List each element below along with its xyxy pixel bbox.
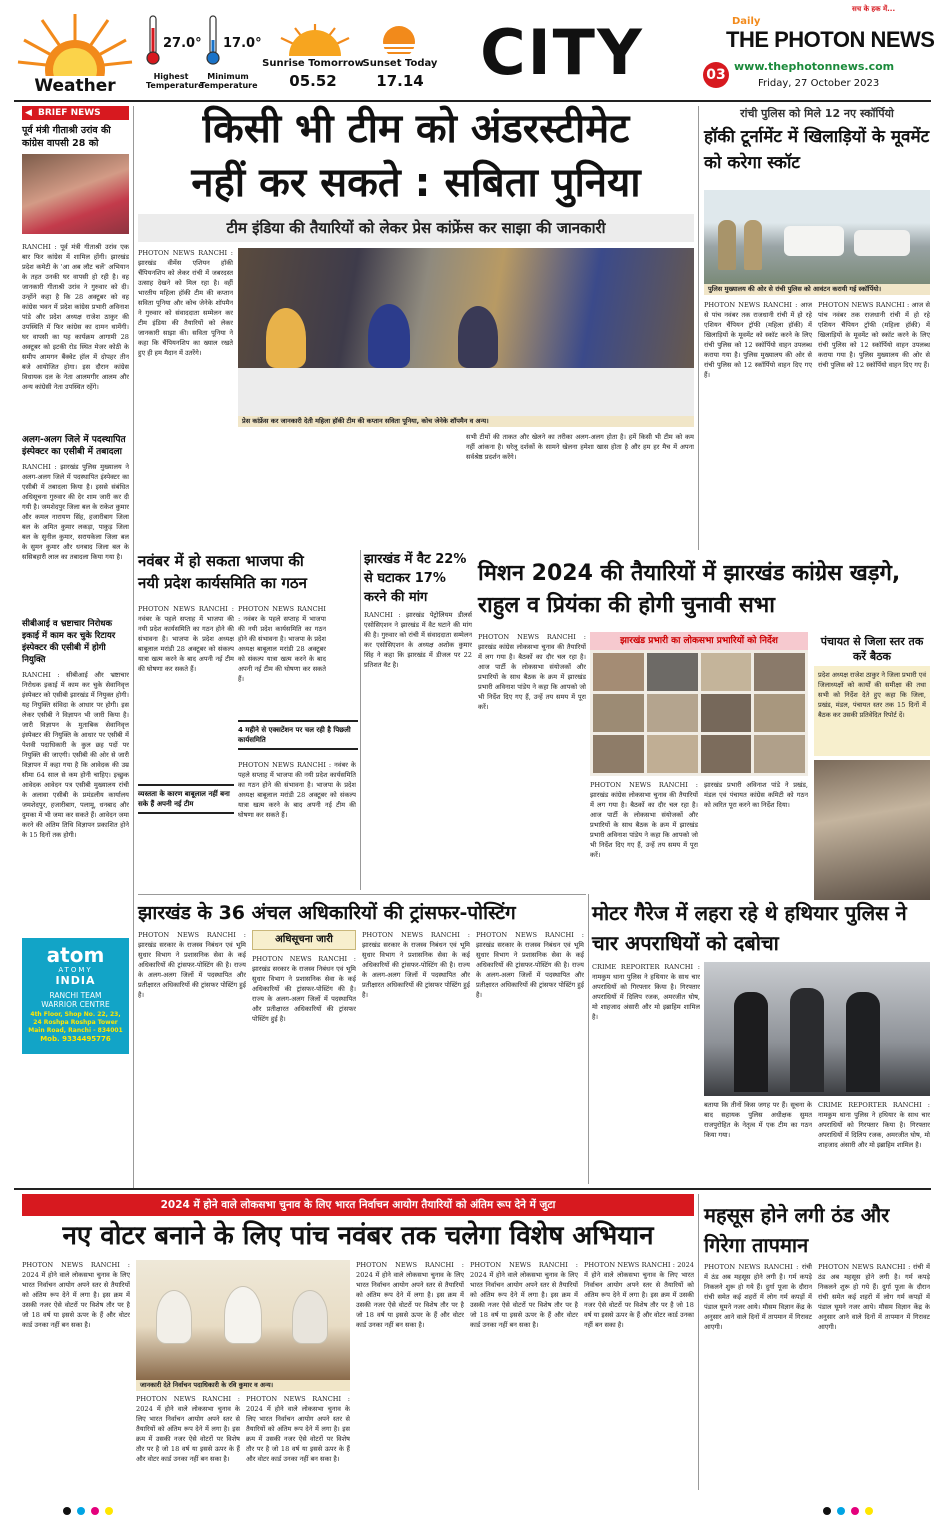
masthead-divider: [14, 100, 931, 102]
sidebar-body-col2: PHOTON NEWS RANCHI : आज से पांच नवंबर तक राजधानी रांची में हो रहे एशियन चैंपियन ट्रॉफी (महिला हॉकी) में खिलाड़ियों के मूवमेंट को स्कॉट करने के लिए रांची पुलिस को 12 स्कॉर्पियो वाहन उपलब्ध कराया गया है। पुलिस मुख्यालय की ओर से रांची पुलिस को 12 स्कॉर्पियो वाहन दिए गए हैं।: [818, 301, 930, 369]
story2-headline: नवंबर में हो सकता भाजपा की नयी प्रदेश कार्यसमिति का गठन: [138, 552, 307, 592]
page-number: 03: [706, 67, 726, 83]
column-divider: [698, 106, 699, 550]
sidebar-body: PHOTON NEWS RANCHI : आज से पांच नवंबर तक राजधानी रांची में हो रहे एशियन चैंपियन ट्रॉफी (महिला हॉकी) में खिलाड़ियों के मूवमेंट को स्कॉट करने के लिए रांची पुलिस को 12 स्कॉर्पियो वाहन उपलब्ध कराया गया है। पुलिस मुख्यालय की ओर से रांची पुलिस को 12 स्कॉर्पियो वाहन दिए गए हैं।: [704, 301, 812, 379]
story2-body-col3: PHOTON NEWS RANCHI : नवंबर के पहले सप्ताह में भाजपा की नयी प्रदेश कार्यसमिति का गठन होने की संभावना है। भाजपा के प्रदेश अध्यक्ष बाबूलाल मरांडी 28 अक्टूबर को संकल्प यात्रा खत्म करने के बाद अपनी नई टीम की घोषणा कर सकते हैं।: [238, 761, 356, 819]
sunrise-label: Sunrise Tomorrow: [262, 58, 364, 69]
sidebar-photo: [704, 190, 930, 284]
lead-photo: [238, 248, 694, 416]
paper-daily: Daily: [732, 16, 761, 27]
story9-body: PHOTON NEWS RANCHI : रांची में ठंड अब महसूस होने लगी है। गर्म कपड़े निकलने शुरू हो गये हैं। दुर्गा पूजा के दौरान रांची समेत कई शहरों में लोग गर्म कपड़ों में पंडाल घूमने नजर आये। मौसम विज्ञान केंद्र के अनुसार आने वाले दिनों में तापमान में गिरावट आएगी।: [704, 1263, 812, 1331]
story8-headline: नए वोटर बनाने के लिए पांच नवंबर तक चलेगा विशेष अभियान: [62, 1221, 654, 1251]
story7-caption: बताया कि तीनों किस जगह पर हैं। सूचना के बाद सहायक पुलिस अधीक्षक सुमत राजपुरोहित के नेतृत्व में एक टीम का गठन किया गया।: [704, 1101, 812, 1139]
brief-item1-headline: पूर्व मंत्री गीताश्री उरांव की कांग्रेस वापसी 28 को: [22, 125, 111, 149]
story8-body-col4: PHOTON NEWS RANCHI : 2024 में होने वाले लोकसभा चुनाव के लिए भारत निर्वाचन आयोग अपने स्तर से तैयारियों को अंतिम रूप देने में लगा है। इस क्रम में उसकी नजर ऐसे वोटरों पर विशेष तौर पर है जो 18 वर्ष या इससे ऊपर के हैं और वोटर कार्ड उनका नहीं बन सका है।: [356, 1261, 464, 1329]
lead-body-left: PHOTON NEWS RANCHI : झारखंड वीमेंस एशियन हॉकी चैंपियनशिप को लेकर रांची में जबरदस्त उत्साह देखने को मिल रहा है। वहीं भारतीय महिला हॉकी टीम की कप्तान सविता पूनिया और कोच जेनेके शॉपमैन ने गुरुवार को संवाददाता सम्मेलन कर टीम इंडिया की तैयारियों को लेकर जानकारी साझा की। सविता पूनिया ने कहा कि चैंपियनशिप का ख्याल रखते हुए ही हम मैदान में उतरेंगे।: [138, 249, 233, 357]
registration-dot: [91, 1507, 99, 1515]
story7-body-col3: CRIME REPORTER RANCHI : नामकुम थाना पुलिस ने हथियार के साथ चार अपराधियों को गिरफ्तार किया है। गिरफ्तार अपराधियों में दिलिप रजक, अमरजीत घोष, मो शाहजाद अंसारी और मो इब्राहिम शामिल है।: [818, 1101, 930, 1149]
lead-body-right: सभी टीमों की ताकत और खेलने का तरीका अलग-अलग होता है। हमें किसी भी टीम को कम नहीं आंकना है। घरेलू दर्शकों के सामने खेलना हमेशा खास होता है और हम हर मैच में अपना सर्वश्रेष्ठ प्रदर्शन करेंगे।: [466, 433, 694, 461]
story5-body: प्रदेश अध्यक्ष राजेश ठाकुर ने जिला प्रभारी एवं जिलाध्यक्षों को कार्यों की समीक्षा की तथा सभी को निर्देश देते हुए कहा कि जिला, प्रखंड, मंडल, पंचायत स्तर तक 15 दिनों में बैठक कर उसकी प्रतिवेदित रिपोर्ट दें।: [814, 666, 930, 756]
story7-photo: [704, 962, 930, 1096]
lead-photo-caption: प्रेस कांफ्रेंस कर जानकारी देती महिला हॉकी टीम की कप्तान सविता पूनिया, कोच जेनेके शॉपमैन व अन्य।: [238, 416, 694, 427]
highest-temp-label: Highest Temperature: [146, 72, 204, 90]
story2-body: PHOTON NEWS RANCHI : नवंबर के पहले सप्ताह में भाजपा की नयी प्रदेश कार्यसमिति का गठन होने की संभावना है। भाजपा के प्रदेश अध्यक्ष बाबूलाल मरांडी 28 अक्टूबर को संकल्प यात्रा खत्म करने के बाद अपनी नई टीम की घोषणा कर सकते हैं।: [138, 605, 234, 673]
story6-body-col4: PHOTON NEWS RANCHI : झारखंड सरकार के राजस्व निबंधन एवं भूमि सुधार विभाग ने प्रशासनिक सेवा के कई अधिकारियों की ट्रांसफर-पोस्टिंग की है। राज्य के अलग-अलग जिलों में पदस्थापित और प्रतीक्षारत अधिकारियों की ट्रांसफर पोस्टिंग हुई है।: [476, 931, 584, 999]
registration-dot: [77, 1507, 85, 1515]
registration-dot: [865, 1507, 873, 1515]
column-divider: [360, 550, 361, 890]
sidebar-kicker: रांची पुलिस को मिले 12 नए स्कॉर्पियो: [740, 107, 894, 120]
registration-dot: [837, 1507, 845, 1515]
brief-item3-headline: सीबीआई व भ्रष्टाचार निरोधक इकाई में काम कर चुके रिटायर इंस्पेक्टर की एसीबी में होगी नियुक्ति: [22, 619, 116, 665]
column-divider: [698, 1194, 699, 1490]
story5-photo: [814, 760, 930, 900]
story4-photo: [590, 650, 808, 776]
story8-body-col3: PHOTON NEWS RANCHI : 2024 में होने वाले लोकसभा चुनाव के लिए भारत निर्वाचन आयोग अपने स्तर से तैयारियों को अंतिम रूप देने में लगा है। इस क्रम में उसकी नजर ऐसे वोटरों पर विशेष तौर पर है जो 18 वर्ष या इससे ऊपर के हैं और वोटर कार्ड उनका नहीं बन सका है।: [246, 1395, 350, 1463]
brief-item2-headline: अलग-अलग जिले में पदस्थापित इंस्पेक्टर का एसीबी में तबादला: [22, 435, 126, 457]
thermometer-high-icon: [146, 14, 160, 66]
column-divider: [133, 106, 134, 1190]
highest-temp: 27.0°: [163, 36, 202, 51]
registration-marks-left: [60, 1500, 116, 1516]
brief-item3-body: RANCHI : सीबीआई और भ्रष्टाचार निरोधक इकाई में काम कर चुके सेवानिवृत्त इंस्पेक्टर को एसीबी झारखंड में नियुक्त होगी। यह नियुक्ति संविदा के आधार पर होगी। इस लेकर एसीबी ने विज्ञापन भी जारी किया है। जारी विज्ञापन के मुताबिक सेवानिवृत्त इंस्पेक्टर की नियुक्ति के आधार पर एसीबी में पेशवी पदाधिकारी के कुल छह पदों पर नियुक्ति की जाएगी। एसीबी की ओर से जारी विज्ञापन में कहा गया है कि आवेदक की उम्र सीमा 64 साल से कम होनी चाहिए। इच्छुक आवेदक आवेदन पत्र एसीबी मुख्यालय रांची के अलावा एसीबी के प्रमंडलीय कार्यालय जमशेदपुर, हजारीबाग, पलामू, धनबाद और दुमका में भी जमा कर सकते हैं। आवेदन जमा करने की अंतिम तिथि विज्ञापन प्रकाशित होने के 15 दिनों तक होगी।: [22, 671, 129, 839]
registration-dot: [823, 1507, 831, 1515]
story7-body: CRIME REPORTER RANCHI : नामकुम थाना पुलिस ने हथियार के साथ चार अपराधियों को गिरफ्तार किया है। गिरफ्तार अपराधियों में दिलिप रजक, अमरजीत घोष, मो शाहजाद अंसारी और मो इब्राहिम शामिल है।: [592, 963, 700, 1021]
column-divider: [588, 894, 589, 1184]
story6-body: PHOTON NEWS RANCHI : झारखंड सरकार के राजस्व निबंधन एवं भूमि सुधार विभाग ने प्रशासनिक सेवा के कई अधिकारियों की ट्रांसफर-पोस्टिंग की है। राज्य के अलग-अलग जिलों में पदस्थापित और प्रतीक्षारत अधिकारियों की ट्रांसफर पोस्टिंग हुई है।: [138, 931, 246, 999]
sidebar-photo-caption: पुलिस मुख्यालय की ओर से रांची पुलिस को आवंटन करायी गई स्कॉर्पियो।: [704, 284, 930, 295]
story8-photo: [136, 1260, 350, 1380]
sun-icon: [14, 6, 136, 76]
section-divider: [14, 1188, 931, 1190]
paper-date: Friday, 27 October 2023: [758, 78, 880, 89]
sunset-icon: [376, 20, 422, 54]
registration-dot: [63, 1507, 71, 1515]
brief-news-column: [22, 106, 129, 1190]
page-number-badge: [703, 62, 729, 88]
story8-photo-caption: जानकारी देते निर्वाचन पदाधिकारी के रवि कुमार व अन्य।: [136, 1380, 350, 1391]
section-title: CITY: [480, 16, 644, 89]
lead-headline-2: नहीं कर सकते : सबिता पुनिया: [191, 160, 641, 206]
story8-body-col2: PHOTON NEWS RANCHI : 2024 में होने वाले लोकसभा चुनाव के लिए भारत निर्वाचन आयोग अपने स्तर से तैयारियों को अंतिम रूप देने में लगा है। इस क्रम में उसकी नजर ऐसे वोटरों पर विशेष तौर पर है जो 18 वर्ष या इससे ऊपर के हैं और वोटर कार्ड उनका नहीं बन सका है।: [136, 1395, 240, 1463]
brief-item1-photo: [22, 154, 129, 234]
ad-country: INDIA: [55, 974, 96, 987]
masthead: [0, 0, 945, 100]
ad-mobile: Mob. 9334495776: [40, 1035, 111, 1043]
atomy-ad[interactable]: [22, 938, 129, 1054]
story8-body: PHOTON NEWS RANCHI : 2024 में होने वाले लोकसभा चुनाव के लिए भारत निर्वाचन आयोग अपने स्तर से तैयारियों को अंतिम रूप देने में लगा है। इस क्रम में उसकी नजर ऐसे वोटरों पर विशेष तौर पर है जो 18 वर्ष या इससे ऊपर के हैं और वोटर कार्ड उनका नहीं बन सका है।: [22, 1261, 130, 1329]
story7-headline: मोटर गैरेज में लहरा रहे थे हथियार पुलिस ने चार अपराधियों को दबोचा: [592, 901, 907, 955]
story9-body-col2: PHOTON NEWS RANCHI : रांची में ठंड अब महसूस होने लगी है। गर्म कपड़े निकलने शुरू हो गये हैं। दुर्गा पूजा के दौरान रांची समेत कई शहरों में लोग गर्म कपड़ों में पंडाल घूमने नजर आये। मौसम विज्ञान केंद्र के अनुसार आने वाले दिनों में तापमान में गिरावट आएगी।: [818, 1263, 930, 1331]
thermometer-min-icon: [206, 14, 220, 66]
ad-address: 4th Floor, Shop No. 22, 23, 24 Roshpa Roshpa Tower Main Road, Ranchi - 834001: [28, 1011, 123, 1034]
registration-marks-right: [820, 1500, 876, 1516]
story3-body: RANCHI : झारखंड पेट्रोलियम डीलर्स एसोसिएशन ने झारखंड में वैट घटाने की मांग की है। गुरुवार को रांची में संवाददाता सम्मेलन कर एसोसिएशन के अध्यक्ष अशोक कुमार सिंह ने कहा कि झारखंड में डीजल पर 22 प्रतिशत वैट है।: [364, 611, 472, 669]
paper-name: THE PHOTON NEWS: [726, 27, 935, 52]
brief-news-label: ◀ BRIEF NEWS: [22, 106, 129, 120]
story8-banner: 2024 में होने वाले लोकसभा चुनाव के लिए भारत निर्वाचन आयोग तैयारियों को अंतिम रूप देने में जुटा: [22, 1194, 694, 1216]
section-divider: [138, 894, 586, 895]
story2-quote2: व्यस्तता के कारण बाबूलाल नहीं बना सके हैं अपनी नई टीम: [138, 784, 234, 814]
registration-dot: [105, 1507, 113, 1515]
registration-dot: [851, 1507, 859, 1515]
story6-body-col2: PHOTON NEWS RANCHI : झारखंड सरकार के राजस्व निबंधन एवं भूमि सुधार विभाग ने प्रशासनिक सेवा के कई अधिकारियों की ट्रांसफर-पोस्टिंग की है। राज्य के अलग-अलग जिलों में पदस्थापित और प्रतीक्षारत अधिकारियों की ट्रांसफर पोस्टिंग हुई है।: [252, 955, 356, 1023]
story6-body-col3: PHOTON NEWS RANCHI : झारखंड सरकार के राजस्व निबंधन एवं भूमि सुधार विभाग ने प्रशासनिक सेवा के कई अधिकारियों की ट्रांसफर-पोस्टिंग की है। राज्य के अलग-अलग जिलों में पदस्थापित और प्रतीक्षारत अधिकारियों की ट्रांसफर पोस्टिंग हुई है।: [362, 931, 470, 999]
weather-badge: [14, 6, 136, 96]
sunset-time: 17.14: [376, 72, 424, 90]
brief-item1-body: RANCHI : पूर्व मंत्री गीताश्री उरांव एक बार फिर कांग्रेस में शामिल होंगी। झारखंड प्रदेश कमेटी के 'आ अब लौट चलें' अभियान के तहत उनकी घर वापसी हो रही है। वह जानकारी गीताश्री उरांव ने गुरुवार को दी। उन्होंने कहा है कि 28 अक्टूबर को वह कांग्रेस भवन में प्रदेश कांग्रेस प्रभारी अविनाश पांडे और प्रदेश अध्यक्ष राजेश ठाकुर की उपस्थिति में फिर कांग्रेस का दामन थामेंगी। घर वापसी का यह कार्यक्रम आगामी 28 अक्टूबर को इटकी रोड स्थित मेजर कोठी के समीप आमगन बैंक्वेट हॉल में दोपहर तीन बजे आयोजित होगा। इस दौरान कांग्रेस विधायक दल के नेता आलमगीर आलम और अन्य कांग्रेसी नेता उपस्थित रहेंगे।: [22, 243, 129, 391]
arrow-icon: ◀: [25, 108, 32, 118]
story2-quote: 4 महीने से एक्सटेंशन पर चल रही है पिछली कार्यसमिति: [238, 720, 358, 750]
weather-label: Weather: [18, 76, 132, 96]
sunrise-icon: [275, 22, 355, 56]
lead-headline-1: किसी भी टीम को अंडरस्टीमेट: [202, 106, 630, 152]
story4-banner: झारखंड प्रभारी का लोकसभा प्रभारियों को निर्देश: [590, 632, 808, 650]
story6-headline: झारखंड के 36 अंचल अधिकारियों की ट्रांसफर-पोस्टिंग: [138, 902, 516, 924]
story4-headline: मिशन 2024 की तैयारियों में झारखंड कांग्रेस खड़गे, राहुल व प्रियंका की होगी चुनावी सभा: [478, 561, 901, 618]
story6-box: अधिसूचना जारी: [252, 930, 356, 950]
story2-body-col2: PHOTON NEWS RANCHI : नवंबर के पहले सप्ताह में भाजपा की नयी प्रदेश कार्यसमिति का गठन होने की संभावना है। भाजपा के प्रदेश अध्यक्ष बाबूलाल मरांडी 28 अक्टूबर को संकल्प यात्रा खत्म करने के बाद अपनी नई टीम की घोषणा कर सकते हैं।: [238, 605, 326, 683]
ad-line1: RANCHI TEAM: [49, 991, 102, 1000]
story9-headline: महसूस होने लगी ठंड और गिरेगा तापमान: [704, 1203, 890, 1257]
ad-line2: WARRIOR CENTRE: [41, 1000, 110, 1009]
story3-headline: झारखंड में वैट 22% से घटाकर 17% करने की मांग: [364, 552, 467, 605]
sunrise-time: 05.52: [289, 72, 337, 90]
story4-caption: झारखंड प्रभारी अविनाश पांडे ने प्रखंड, मंडल एवं पंचायत कांग्रेस कमिटी को गठन को त्वरित पूरा करने का निर्देश दिया।: [704, 781, 808, 809]
ad-brand: atom: [46, 943, 105, 967]
lead-subhead: टीम इंडिया की तैयारियों को लेकर प्रेस कांफ्रेंस कर साझा की जानकारी: [138, 214, 694, 242]
brief-item2-body: RANCHI : झारखंड पुलिस मुख्यालय ने अलग-अलग जिले में पदस्थापित इंस्पेक्टर का एसीबी में तबादला किया है। इससे संबंधित अधिसूचना गुरुवार की देर शाम जारी कर दी गयी है। जमशेदपुर जिला बल के राकेश कुमार और कमल नारायण सिंह, हजारीबाग जिला बल के अमित कुमार लकड़ा, पाकुड़ जिला बल के सुनील कुमार, सरायकेला जिला बल के सुमन कुमार और धनबाद जिला बल के ससिबहारी लाल का तबादला किया गया है।: [22, 463, 129, 561]
story4-body-col2: PHOTON NEWS RANCHI : झारखंड कांग्रेस लोकसभा चुनाव की तैयारियों में लग गया है। बैठकों का दौर चल रहा है। आज पार्टी के लोकसभा संयोजकों और प्रभारियों के साथ बैठक के क्रम में झारखंड प्रभारी अविनाश पांडेय ने कहा कि आपको जो भी निर्देश दिए गए हैं, उन्हें तय समय में पूरा करें।: [590, 781, 698, 859]
story5-box: [814, 632, 930, 890]
paper-url[interactable]: www.thephotonnews.com: [734, 60, 895, 73]
paper-tagline: सच के हक में...: [852, 5, 896, 13]
story4-body: PHOTON NEWS RANCHI : झारखंड कांग्रेस लोकसभा चुनाव की तैयारियों में लग गया है। बैठकों का दौर चल रहा है। आज पार्टी के लोकसभा संयोजकों और प्रभारियों के साथ बैठक के क्रम में झारखंड प्रभारी अविनाश पांडेय ने कहा कि आपको जो भी निर्देश दिए गए हैं, उन्हें तय समय में पूरा करें।: [478, 633, 586, 711]
story8-body-col6: PHOTON NEWS RANCHI : 2024 में होने वाले लोकसभा चुनाव के लिए भारत निर्वाचन आयोग अपने स्तर से तैयारियों को अंतिम रूप देने में लगा है। इस क्रम में उसकी नजर ऐसे वोटरों पर विशेष तौर पर है जो 18 वर्ष या इससे ऊपर के हैं और वोटर कार्ड उनका नहीं बन सका है।: [584, 1261, 694, 1329]
minimum-temp: 17.0°: [223, 36, 262, 51]
story5-headline: पंचायत से जिला स्तर तक करें बैठक: [820, 635, 924, 663]
story8-body-col5: PHOTON NEWS RANCHI : 2024 में होने वाले लोकसभा चुनाव के लिए भारत निर्वाचन आयोग अपने स्तर से तैयारियों को अंतिम रूप देने में लगा है। इस क्रम में उसकी नजर ऐसे वोटरों पर विशेष तौर पर है जो 18 वर्ष या इससे ऊपर के हैं और वोटर कार्ड उनका नहीं बन सका है।: [470, 1261, 578, 1329]
sunset-label: Sunset Today: [362, 58, 438, 69]
sidebar-headline: हॉकी टूर्नामेंट में खिलाड़ियों के मूवमेंट को करेगा स्कॉट: [704, 127, 930, 173]
minimum-temp-label: Minimum Temperature: [200, 72, 258, 90]
ad-sub: ATOMY: [58, 966, 93, 974]
